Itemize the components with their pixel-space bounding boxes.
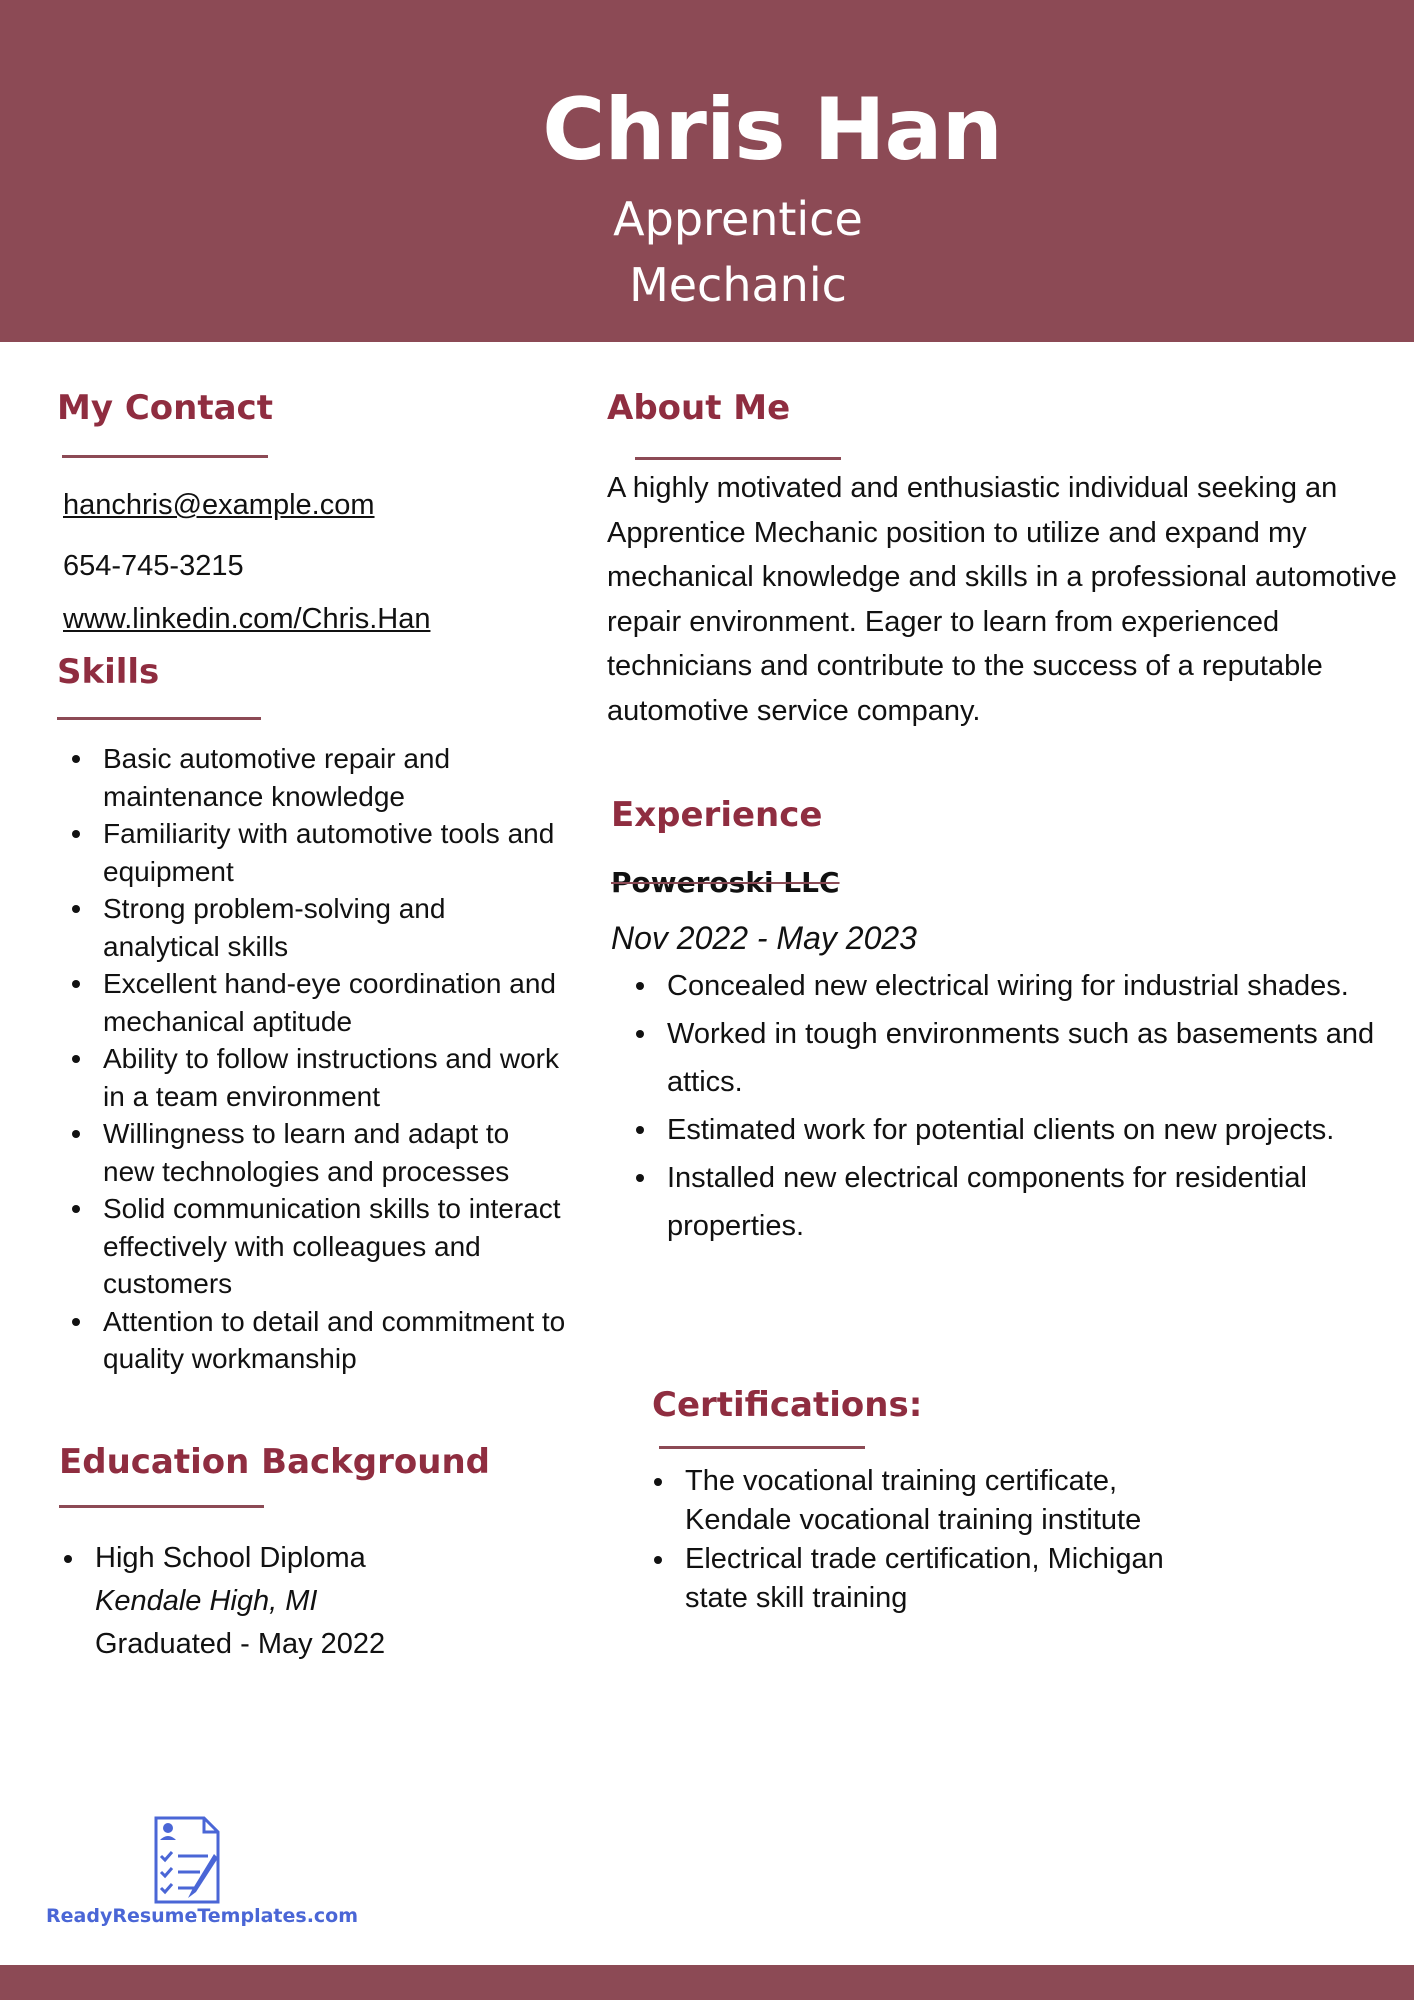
experience-item: Worked in tough environments such as basements and attics.	[630, 1010, 1400, 1106]
job-title-line2: Mechanic	[629, 258, 847, 312]
skill-item: Excellent hand-eye coordination and mechanical aptitude	[66, 965, 566, 1040]
experience-heading: Experience	[611, 795, 823, 835]
education-item	[58, 1537, 558, 1666]
skill-item: Basic automotive repair and maintenance knowledge	[66, 740, 566, 815]
about-text: A highly motivated and enthusiastic individual seeking an Apprentice Mechanic position to utilize and expand my mechanical knowledge and skills in a professional automotive repair environment. Eager to learn from experienced technicians and contribute to the success of a reputable automotive service company.	[607, 472, 1397, 727]
certifications-heading: Certifications:	[652, 1385, 923, 1425]
about-heading: About Me	[607, 388, 791, 428]
footer-bar	[0, 1965, 1414, 2000]
certification-item: Electrical trade certification, Michigan state skill training	[648, 1540, 1208, 1618]
brand-link[interactable]: ReadyResumeTemplates.com	[46, 1905, 359, 1927]
experience-item: Estimated work for potential clients on new projects.	[630, 1106, 1400, 1154]
about-divider	[635, 457, 841, 460]
experience-item: Concealed new electrical wiring for industrial shades.	[630, 962, 1400, 1010]
skill-item: Attention to detail and commitment to quality workmanship	[66, 1303, 566, 1378]
skill-item: Solid communication skills to interact effectively with colleagues and customers	[66, 1190, 566, 1303]
skill-item: Ability to follow instructions and work in a team environment	[66, 1040, 566, 1115]
employment-dates: Nov 2022 - May 2023	[611, 920, 917, 956]
skills-list	[66, 740, 566, 1378]
certification-item: The vocational training certificate, Kendale vocational training institute	[648, 1462, 1208, 1540]
skills-divider	[57, 717, 261, 720]
skill-item: Strong problem-solving and analytical skills	[66, 890, 566, 965]
job-title-line1: Apprentice	[613, 192, 863, 246]
education-degree: High School Diploma	[95, 1542, 366, 1574]
education-heading: Education Background	[59, 1442, 491, 1482]
skills-heading: Skills	[57, 652, 160, 692]
skill-item: Familiarity with automotive tools and equipment	[66, 815, 566, 890]
experience-item: Installed new electrical components for residential properties.	[630, 1154, 1400, 1250]
certifications-divider	[659, 1446, 865, 1449]
resume-document-icon	[152, 1816, 222, 1906]
experience-list	[630, 962, 1400, 1250]
contact-divider	[62, 455, 268, 458]
education-school: Kendale High, MI	[95, 1585, 318, 1617]
contact-heading: My Contact	[57, 388, 273, 428]
education-divider	[59, 1505, 264, 1508]
candidate-name: Chris Han	[542, 80, 1002, 180]
education-graduation: Graduated - May 2022	[95, 1628, 386, 1660]
email-link[interactable]: hanchris@example.com	[63, 489, 375, 521]
certifications-list	[648, 1462, 1208, 1618]
linkedin-link[interactable]: www.linkedin.com/Chris.Han	[63, 603, 431, 635]
education-list	[58, 1537, 558, 1666]
phone-number: 654-745-3215	[63, 550, 244, 582]
job-title	[538, 186, 938, 318]
skill-item: Willingness to learn and adapt to new technologies and processes	[66, 1115, 566, 1190]
company-name: Poweroski LLC	[611, 866, 840, 899]
